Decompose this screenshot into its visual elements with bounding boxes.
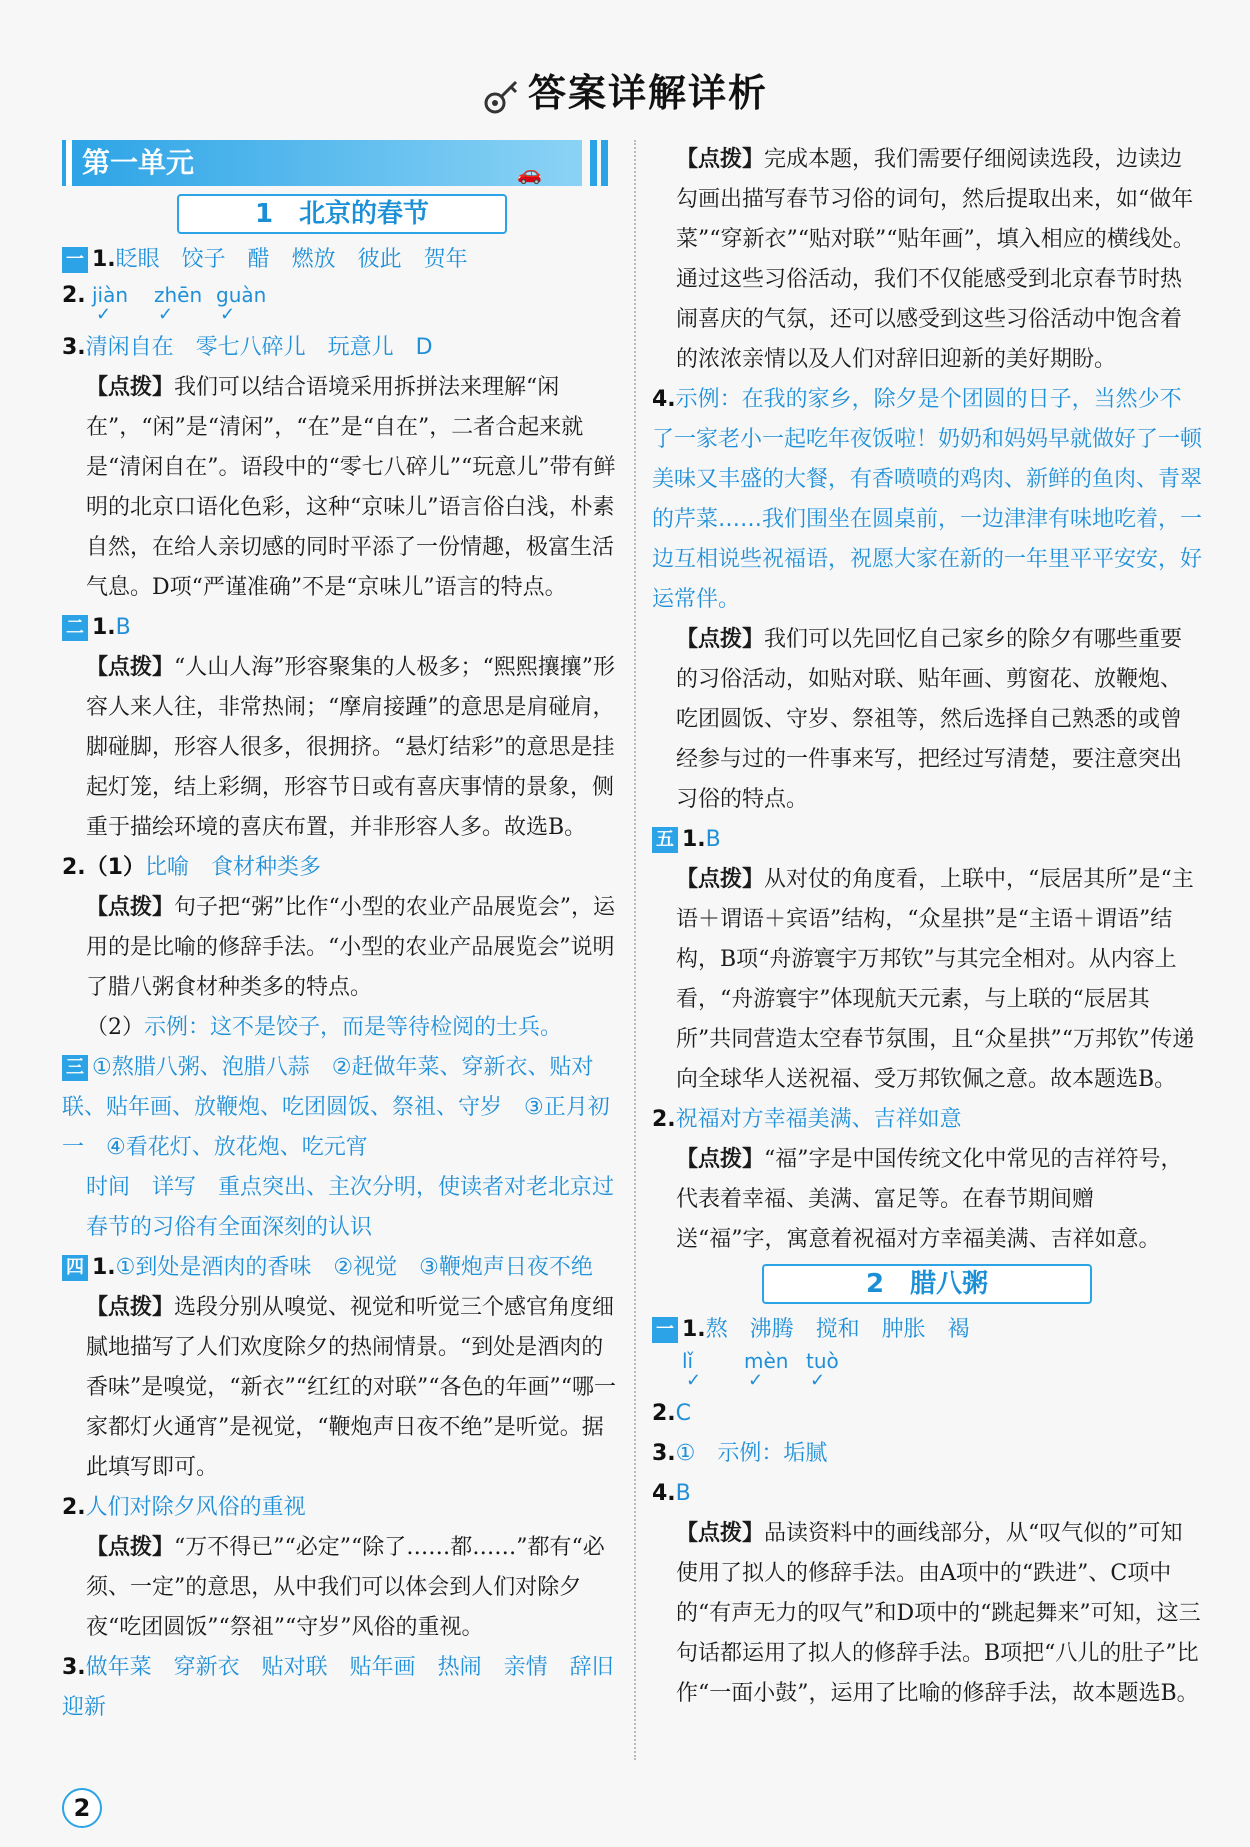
s4-q3: 3.做年菜 穿新衣 贴对联 贴年画 热闹 亲情 辞旧迎新 xyxy=(62,1655,614,1720)
key-icon xyxy=(482,76,522,116)
column-divider xyxy=(634,140,636,1760)
s1-q2: 2. xyxy=(62,283,86,308)
s5-q1: 五 1.B xyxy=(652,820,1202,860)
section-badge: 一 xyxy=(62,247,88,273)
l2-q3: 3.① 示例：垢腻 xyxy=(652,1441,828,1466)
l2-q4: 4.B xyxy=(652,1481,691,1506)
s2-q1-tip: 【点拨】“人山人海”形容聚集的人极多；“熙熙攘攘”形容人来人往，非常热闹；“摩肩接踵”的意思是肩碰肩，脚碰脚，形容人很多，很拥挤。“悬灯结彩”的意思是挂起灯笼，结上彩绸，形容节日或有喜庆事情的景象，侧重于描绘环境的喜庆布置，并非形容人多。故选B。 xyxy=(86,655,616,840)
s4-q2: 2.人们对除夕风俗的重视 xyxy=(62,1495,306,1520)
s4-q2-tip: 【点拨】“万不得已”“必定”“除了……都……”都有“必须、一定”的意思，从中我们可以体会到人们对除夕夜“吃团圆饭”“祭祖”“守岁”风俗的重视。 xyxy=(86,1535,605,1640)
s1-q2-checks: ✓ ✓ ✓ xyxy=(96,304,236,325)
s4-q4: 4.示例：在我的家乡，除夕是个团圆的日子，当然少不了一家老小一起吃年夜饭啦！奶奶和妈妈早就做好了一顿美味又丰盛的大餐，有香喷喷的鸡肉、新鲜的鱼肉、青翠的芹菜……我们围坐在圆桌前，一边津津有味地吃着，一边互相说些祝福语，祝愿大家在新的一年里平平安安，好运常伴。 xyxy=(652,387,1203,612)
l2-q2: 2.C xyxy=(652,1401,692,1426)
page-title xyxy=(0,62,1250,117)
s2-q2-2: （2）示例：这不是饺子，而是等待检阅的士兵。 xyxy=(86,1015,563,1040)
page-number: 2 xyxy=(62,1788,102,1828)
car-icon: 🚗 xyxy=(517,161,542,185)
s1-q2-pinyin: jiàn zhēn guàn xyxy=(92,283,267,307)
s4-q1-tip: 【点拨】选段分别从嗅觉、视觉和听觉三个感官角度细腻地描写了人们欢度除夕的热闹情景。“到处是酒肉的香味”是嗅觉，“新衣”“红红的对联”“各色的年画”“哪一家都灯火通宵”是视觉，“鞭炮声日夜不绝”是听觉。据此填写即可。 xyxy=(86,1295,616,1480)
l2-q1: 一 1.熬 沸腾 搅和 肿胀 褐 xyxy=(652,1310,1202,1350)
lesson-title-2: 2 腊八粥 xyxy=(762,1264,1092,1304)
s5-q1-tip: 【点拨】从对仗的角度看，上联中，“辰居其所”是“主语＋谓语＋宾语”结构，“众星拱”是“主语＋谓语”结构，B项“舟游寰宇万邦钦”与其完全相对。从内容上看，“舟游寰宇”体现航天元素，与上联的“辰居其所”共同营造太空春节氛围，且“众星拱”“万邦钦”传递向全球华人送祝福、受万邦钦佩之意。故本题选B。 xyxy=(676,867,1195,1092)
banner-bars xyxy=(586,140,616,186)
lesson-title-1: 1 北京的春节 xyxy=(177,194,507,234)
s4-q1: 四 1.①到处是酒肉的香味 ②视觉 ③鞭炮声日夜不绝 xyxy=(62,1248,622,1288)
s5-q2-tip: 【点拨】“福”字是中国传统文化中常见的吉祥符号，代表着幸福、美满、富足等。在春节期间赠送“福”字，寓意着祝福对方幸福美满、吉祥如意。 xyxy=(676,1147,1183,1252)
s3-answer-b: 时间 详写 重点突出、主次分明，使读者对老北京过春节的习俗有全面深刻的认识 xyxy=(86,1175,615,1240)
s1-q3-tip: 【点拨】我们可以结合语境采用拆拼法来理解“闲在”，“闲”是“清闲”，“在”是“自在”，二者合起来就是“清闲自在”。语段中的“零七八碎儿”“玩意儿”带有鲜明的北京口语化色彩，这种“京味儿”语言俗白浅，朴素自然，在给人亲切感的同时平添了一份情趣，极富生活气息。D项“严谨准确”不是“京味儿”语言的特点。 xyxy=(86,375,616,600)
l2-q1-checks: ✓ ✓ ✓ xyxy=(686,1370,826,1391)
right-column xyxy=(652,140,1202,1714)
s1-q1: 一 1.眨眼 饺子 醋 燃放 彼此 贺年 xyxy=(62,240,622,280)
s2-q2-1: 2.（1）比喻 食材种类多 xyxy=(62,855,321,880)
s3-answer: 三 ①熬腊八粥、泡腊八蒜 ②赶做年菜、穿新衣、贴对联、贴年画、放鞭炮、吃团圆饭、祭祖、守岁 ③正月初一 ④看花灯、放花炮、吃元宵 xyxy=(62,1055,610,1160)
s2-q2-tip: 【点拨】句子把“粥”比作“小型的农业产品展览会”，运用的是比喻的修辞手法。“小型的农业产品展览会”说明了腊八粥食材种类多的特点。 xyxy=(86,895,616,1000)
title-text: 答案详解详析 xyxy=(527,71,768,115)
s4-q3-tip: 【点拨】完成本题，我们需要仔细阅读选段，边读边勾画出描写春节习俗的词句，然后提取出来，如“做年菜”“穿新衣”“贴对联”“贴年画”，填入相应的横线处。通过这些习俗活动，我们不仅能感受到北京春节时热闹喜庆的气氛，还可以感受到这些习俗活动中饱含着的浓浓亲情以及人们对辞旧迎新的美好期盼。 xyxy=(676,147,1195,372)
left-column xyxy=(62,140,622,1728)
s4-q4-tip: 【点拨】我们可以先回忆自己家乡的除夕有哪些重要的习俗活动，如贴对联、贴年画、剪窗花、放鞭炮、吃团圆饭、守岁、祭祖等，然后选择自己熟悉的或曾经参与过的一件事来写，把经过写清楚，要注意突出习俗的特点。 xyxy=(676,627,1183,812)
l2-q1-pinyin: lǐ mèn tuò xyxy=(682,1349,839,1373)
s1-q3: 3.清闲自在 零七八碎儿 玩意儿 D xyxy=(62,335,433,360)
s5-q2: 2.祝福对方幸福美满、吉祥如意 xyxy=(652,1107,962,1132)
unit-banner xyxy=(62,140,582,186)
s2-q1: 二 1.B xyxy=(62,608,622,648)
l2-q4-tip: 【点拨】品读资料中的画线部分，从“叹气似的”可知使用了拟人的修辞手法。由A项中的“跌进”、C项中的“有声无力的叹气”和D项中的“跳起舞来”可知，这三句话都运用了拟人的修辞手法。B项把“八儿的肚子”比作“一面小鼓”，运用了比喻的修辞手法，故本题选B。 xyxy=(676,1521,1201,1706)
unit-title: 第一单元 xyxy=(82,146,195,179)
